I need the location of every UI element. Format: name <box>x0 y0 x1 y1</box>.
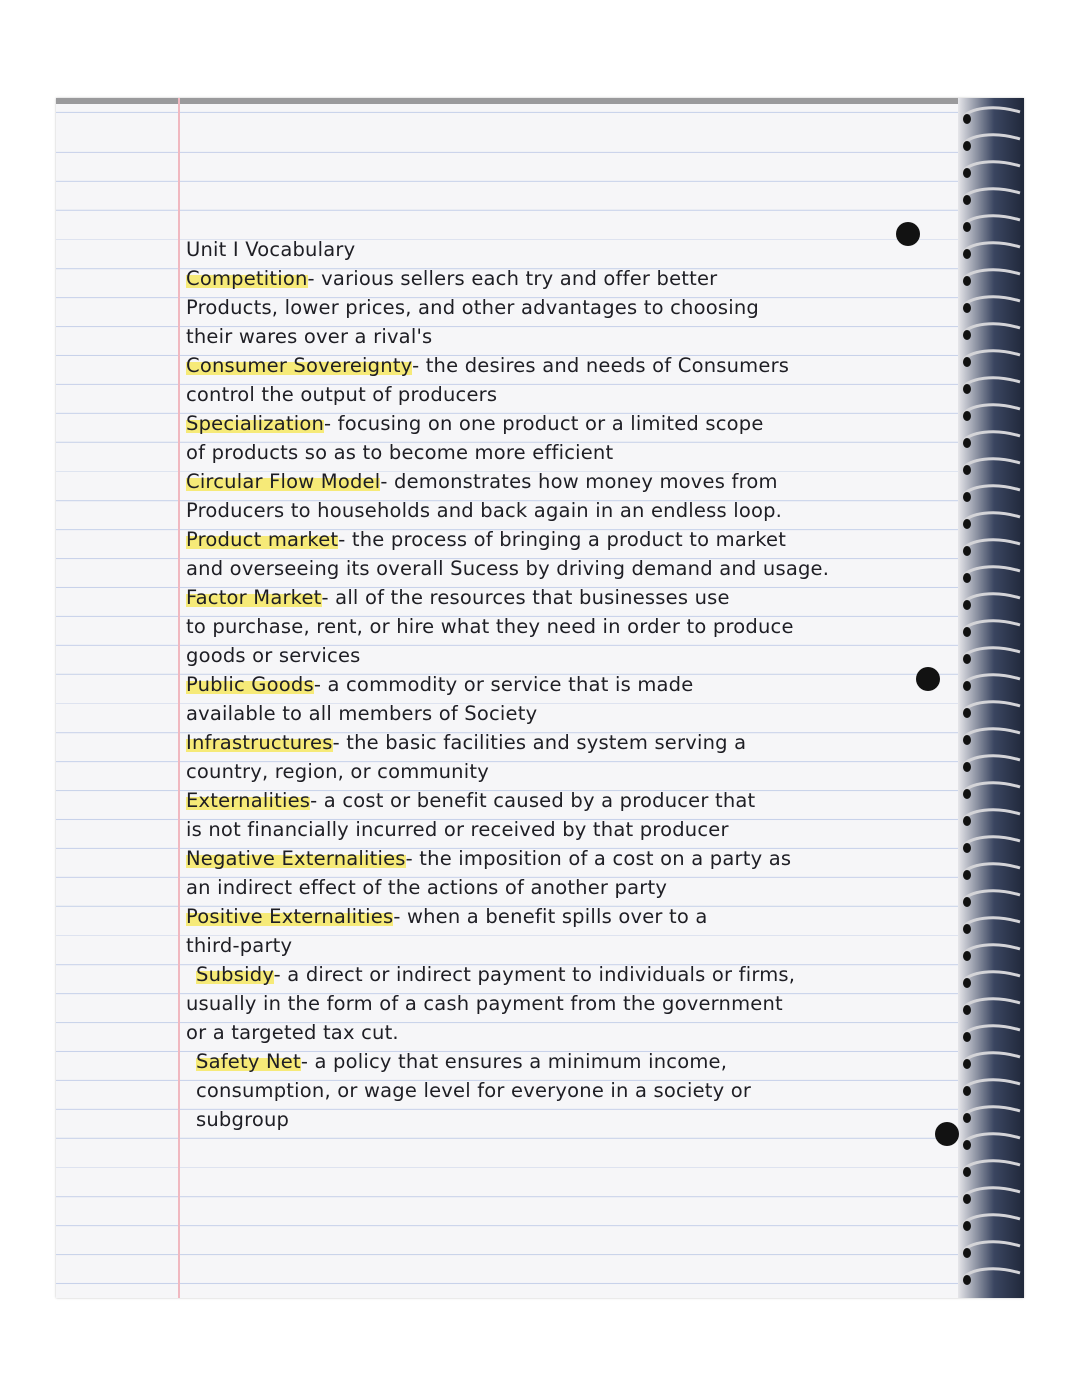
spiral-coil <box>962 783 1020 793</box>
coil-hole <box>963 924 971 934</box>
spiral-coil <box>962 162 1020 172</box>
entry-line <box>186 583 946 612</box>
definition-text: - a cost or benefit caused by a producer that <box>310 789 756 812</box>
coil-hole <box>963 492 971 502</box>
coil-hole <box>963 1086 971 1096</box>
coil-hole <box>963 816 971 826</box>
coil-hole <box>963 735 971 745</box>
coil-hole <box>963 519 971 529</box>
definition-text: - demonstrates how money moves from <box>380 470 778 493</box>
spiral-coil <box>962 1107 1020 1117</box>
vocab-term: Safety Net <box>196 1050 301 1073</box>
definition-line: of products so as to become more efficient <box>186 441 614 464</box>
coil-hole <box>963 1032 971 1042</box>
vocab-term: Factor Market <box>186 586 322 609</box>
vocab-term: Externalities <box>186 789 311 812</box>
spiral-coil <box>962 351 1020 361</box>
entry-line <box>186 670 946 699</box>
vocab-term: Circular Flow Model <box>186 470 381 493</box>
definition-line: to purchase, rent, or hire what they need in order to produce <box>186 615 794 638</box>
spiral-coil <box>962 864 1020 874</box>
coil-hole <box>963 843 971 853</box>
definition-line: control the output of producers <box>186 383 498 406</box>
entry-line <box>186 409 946 438</box>
notes-title: Unit I Vocabulary <box>186 238 356 261</box>
definition-line: goods or services <box>186 644 361 667</box>
coil-hole <box>963 1275 971 1285</box>
spiral-coil <box>962 135 1020 145</box>
spiral-coil <box>962 378 1020 388</box>
definition-line: available to all members of Society <box>186 702 538 725</box>
vocab-term: Subsidy <box>196 963 274 986</box>
coil-hole <box>963 1005 971 1015</box>
coil-hole <box>963 141 971 151</box>
coil-hole <box>963 789 971 799</box>
spiral-coil <box>962 1080 1020 1090</box>
handwritten-notes <box>186 235 946 1134</box>
coil-hole <box>963 546 971 556</box>
entry-line <box>186 786 946 815</box>
definition-text: - all of the resources that businesses use <box>321 586 730 609</box>
spiral-coil <box>962 891 1020 901</box>
coil-hole <box>963 195 971 205</box>
entry-line <box>186 351 946 380</box>
spiral-coil <box>962 1269 1020 1279</box>
spiral-coil <box>962 1134 1020 1144</box>
spiral-coil <box>962 837 1020 847</box>
entry-line <box>186 467 946 496</box>
coil-hole <box>963 276 971 286</box>
coil-hole <box>963 708 971 718</box>
coil-hole <box>963 870 971 880</box>
coil-hole <box>963 465 971 475</box>
spiral-coil <box>962 1188 1020 1198</box>
page-top-edge <box>56 98 1024 104</box>
coil-hole <box>963 681 971 691</box>
spiral-coil <box>962 216 1020 226</box>
coil-hole <box>963 222 971 232</box>
coil-hole <box>963 384 971 394</box>
spiral-coil <box>962 459 1020 469</box>
definition-text: - a policy that ensures a minimum income, <box>300 1050 728 1073</box>
definition-text: - a commodity or service that is made <box>313 673 694 696</box>
spiral-coil <box>962 513 1020 523</box>
spiral-coil <box>962 1026 1020 1036</box>
spiral-coil <box>962 486 1020 496</box>
definition-text: - a direct or indirect payment to individuals or firms, <box>273 963 796 986</box>
coil-hole <box>963 1140 971 1150</box>
coil-hole <box>963 978 971 988</box>
coil-hole <box>963 249 971 259</box>
vocab-term: Negative Externalities <box>186 847 406 870</box>
entry-line <box>186 960 946 989</box>
coil-hole <box>963 951 971 961</box>
definition-line: third-party <box>186 934 293 957</box>
coil-hole <box>963 1059 971 1069</box>
spiral-coil <box>962 243 1020 253</box>
definition-line: Producers to households and back again in an endless loop. <box>186 499 783 522</box>
definition-text: - various sellers each try and offer better <box>307 267 718 290</box>
spiral-coil <box>962 756 1020 766</box>
definition-line: subgroup <box>196 1108 290 1131</box>
coil-hole <box>963 114 971 124</box>
coil-hole <box>963 411 971 421</box>
definition-line: is not financially incurred or received by that producer <box>186 818 729 841</box>
spiral-coil <box>962 810 1020 820</box>
entry-line <box>186 902 946 931</box>
spiral-coil <box>962 432 1020 442</box>
vocab-term: Consumer Sovereignty <box>186 354 413 377</box>
definition-line: their wares over a rival's <box>186 325 433 348</box>
definition-line: and overseeing its overall Sucess by driving demand and usage. <box>186 557 830 580</box>
coil-hole <box>963 573 971 583</box>
coil-hole <box>963 762 971 772</box>
spiral-coil <box>962 405 1020 415</box>
coil-hole <box>963 1113 971 1123</box>
definition-text: - the basic facilities and system serving a <box>332 731 747 754</box>
coil-hole <box>963 1221 971 1231</box>
vocab-term: Competition <box>186 267 308 290</box>
definition-line: consumption, or wage level for everyone in a society or <box>196 1079 752 1102</box>
spiral-coil <box>962 189 1020 199</box>
entry-line <box>186 728 946 757</box>
definition-line: usually in the form of a cash payment from the government <box>186 992 783 1015</box>
spiral-coil <box>962 729 1020 739</box>
spiral-coil <box>962 567 1020 577</box>
coil-hole <box>963 1167 971 1177</box>
spiral-coil <box>962 999 1020 1009</box>
spiral-coil <box>962 918 1020 928</box>
coil-hole <box>963 330 971 340</box>
spiral-coil <box>962 972 1020 982</box>
definition-text: - the imposition of a cost on a party as <box>405 847 792 870</box>
margin-line <box>178 98 180 1298</box>
definition-text: - focusing on one product or a limited scope <box>324 412 764 435</box>
coil-hole <box>963 600 971 610</box>
definition-text: - the desires and needs of Consumers <box>412 354 790 377</box>
coil-hole <box>963 303 971 313</box>
definition-text: - when a benefit spills over to a <box>393 905 708 928</box>
coil-hole <box>963 654 971 664</box>
spiral-coil <box>962 945 1020 955</box>
spiral-coil <box>962 1215 1020 1225</box>
definition-line: an indirect effect of the actions of another party <box>186 876 668 899</box>
spiral-coil <box>962 675 1020 685</box>
coil-hole <box>963 1194 971 1204</box>
spiral-coil <box>962 594 1020 604</box>
spiral-coils <box>958 98 1024 1298</box>
coil-hole <box>963 627 971 637</box>
spiral-binding <box>958 98 1024 1298</box>
definition-line: country, region, or community <box>186 760 489 783</box>
spiral-coil <box>962 270 1020 280</box>
coil-hole <box>963 1248 971 1258</box>
vocab-term: Public Goods <box>186 673 314 696</box>
coil-hole <box>963 438 971 448</box>
vocab-term: Positive Externalities <box>186 905 394 928</box>
entry-line <box>186 844 946 873</box>
spiral-coil <box>962 702 1020 712</box>
spiral-coil <box>962 648 1020 658</box>
spiral-coil <box>962 324 1020 334</box>
spiral-coil <box>962 621 1020 631</box>
vocab-term: Specialization <box>186 412 325 435</box>
spiral-coil <box>962 540 1020 550</box>
spiral-coil <box>962 1242 1020 1252</box>
coil-hole <box>963 357 971 367</box>
vocab-term: Infrastructures <box>186 731 333 754</box>
definition-text: - the process of bringing a product to market <box>338 528 787 551</box>
entry-line <box>186 264 946 293</box>
entry-line <box>186 525 946 554</box>
definition-line: or a targeted tax cut. <box>186 1021 399 1044</box>
vocab-term: Product market <box>186 528 339 551</box>
coil-hole <box>963 897 971 907</box>
spiral-coil <box>962 1053 1020 1063</box>
entry-line <box>186 1047 946 1076</box>
spiral-coil <box>962 297 1020 307</box>
spiral-coil <box>962 1161 1020 1171</box>
definition-line: Products, lower prices, and other advantages to choosing <box>186 296 759 319</box>
coil-hole <box>963 168 971 178</box>
spiral-coil <box>962 108 1020 118</box>
